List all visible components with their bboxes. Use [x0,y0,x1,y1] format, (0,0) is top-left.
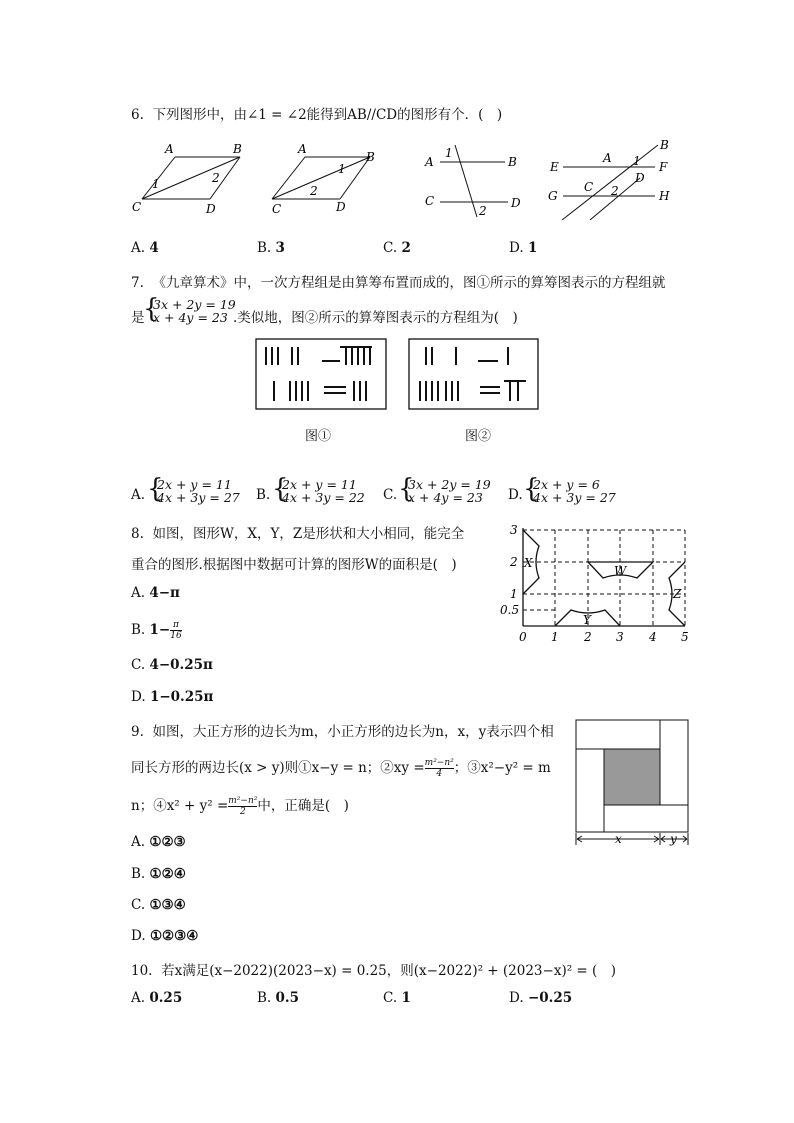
grid-x-3: 3 [616,630,624,644]
label-H: H [659,189,670,203]
label-D: D [635,171,645,185]
q10-stem: 10. 若x满足(x−2022)(2023−x) = 0.25，则(x−2022)² + (2023−x)² = ( ) [131,963,617,979]
label-C: C [584,180,594,194]
label-E: E [550,160,559,174]
q6-figure-4 [548,138,670,220]
q10-option-c[interactable]: C. 1 [383,990,411,1006]
q6-figures [120,135,690,220]
q7-option-d-brace: { [523,474,540,504]
label-D: D [336,200,346,214]
q7-option-a[interactable]: 2x + y = 11 4x + 3y = 27 [157,477,240,505]
angle-2: 2 [479,204,487,218]
q7-fig2-caption: 图② [465,429,492,444]
label-C: C [132,200,142,214]
label-A: A [165,142,174,156]
q7-given-system: 3x + 2y = 19 x + 4y = 23 [153,297,236,325]
grid-y-2: 2 [510,555,518,569]
angle-1: 1 [445,146,453,160]
q10-option-d[interactable]: D. −0.25 [509,990,573,1006]
shape-label-y: Y [583,613,591,627]
angle-1: 1 [633,154,641,168]
label-C: C [272,202,282,216]
fig-label-y: y [670,832,677,846]
q6-text: 下列图形中，由∠1 = ∠2能得到AB//CD的图形有个．( ) [152,107,503,123]
q10-option-b[interactable]: B. 0.5 [257,990,300,1006]
label-D: D [206,202,216,216]
q9-stem-line1: 9. 如图，大正方形的边长为m，小正方形的边长为n，x，y表示四个相 [131,724,554,740]
q6-figure-1 [132,142,242,216]
q9-stem-line3: n；④x² + y² = $\frac{\text{m²−n²}}{2}$ 中，正确是( ) [131,796,349,817]
q8-grid-figure [495,520,695,650]
grid-x-2: 2 [584,630,592,644]
q8-option-d[interactable]: D. 1−0.25π [131,689,214,705]
label-A: A [425,155,434,169]
label-F: F [659,160,668,174]
q6-stem [131,103,502,123]
q10-option-a[interactable]: A. 0.25 [131,990,183,1006]
q9-square-figure [570,715,695,850]
label-C: C [425,194,435,208]
q9-option-c[interactable]: C. ①③④ [131,897,186,913]
q7-stem-line1: 7. 《九章算术》中，一次方程组是由算筹布置而成的，图①所示的算筹图表示的方程组就 [131,275,666,291]
label-B: B [508,155,517,169]
q7-option-d[interactable]: 2x + y = 6 4x + 3y = 27 [533,477,616,505]
grid-y-0.5: 0.5 [500,603,520,617]
shape-label-x: X [524,556,533,570]
q7-fig1-caption: 图① [305,429,332,444]
label-G: G [548,189,558,203]
angle-2: 2 [611,184,619,198]
q9-option-a[interactable]: A. ①②③ [131,834,186,850]
q9-stem-line2: 同长方形的两边长(x > y)则①x−y = n；②xy = $\frac{\text{m²−n²}}{4}$ ；③x²−y² = m [131,758,551,779]
q8-stem-line2: 重合的图形.根据图中数据可计算的图形W的面积是( ) [131,557,457,573]
q6-option-a[interactable]: A. 4 [131,240,159,256]
q6-figure-2 [272,142,375,216]
q7-option-c[interactable]: 3x + 2y = 19 x + 4y = 23 [408,477,491,505]
q8-option-a[interactable]: A. 4−π [131,585,180,601]
q6-option-b[interactable]: B. 3 [257,240,285,256]
q6-option-c[interactable]: C. 2 [383,240,411,256]
q7-option-a-brace: { [147,474,164,504]
q7-given-brace: { [143,294,160,324]
q7-option-c-label[interactable]: C. [383,487,398,503]
label-B: B [233,142,242,156]
shape-label-z: Z [673,587,682,601]
q7-option-b-brace: { [272,474,289,504]
q7-option-c-brace: { [398,474,415,504]
grid-x-5: 5 [681,630,689,644]
angle-2: 2 [310,184,318,198]
label-A: A [298,142,307,156]
q7-option-b[interactable]: 2x + y = 11 4x + 3y = 22 [282,477,365,505]
grid-y-3: 3 [510,523,518,537]
q9-option-b[interactable]: B. ①②④ [131,866,186,882]
q7-stem-line2: 是 [131,310,145,326]
q8-stem-line1: 8. 如图，图形W，X，Y，Z是形状和大小相同，能完全 [131,526,465,542]
q8-option-c[interactable]: C. 4−0.25π [131,657,213,673]
shape-label-w: W [614,564,627,578]
grid-x-4: 4 [649,630,657,644]
label-B: B [366,150,375,164]
q7-option-d-label[interactable]: D. [508,487,523,503]
q7-stem-line2-suffix: .类似地，图②所示的算筹图表示的方程组为( ) [233,310,518,326]
q6-number: 6. [131,107,144,123]
q7-option-a-label[interactable]: A. [131,487,146,503]
q6-figure-3 [424,145,521,218]
angle-1: 1 [152,177,160,191]
label-B: B [660,138,669,152]
label-D: D [511,196,521,210]
q9-option-d[interactable]: D. ①②③④ [131,928,199,944]
label-A: A [603,151,612,165]
grid-y-1: 1 [510,587,518,601]
fig-label-x: x [615,832,622,846]
q7-counting-rods [250,335,545,415]
q8-option-b[interactable]: B. 1− $\frac{\pi}{16}$ [131,620,182,641]
q6-option-d[interactable]: D. 1 [509,240,538,256]
grid-x-1: 1 [551,630,559,644]
angle-2: 2 [212,171,220,185]
angle-1: 1 [338,162,346,176]
grid-x-0: 0 [519,630,527,644]
q7-option-b-label[interactable]: B. [256,487,271,503]
